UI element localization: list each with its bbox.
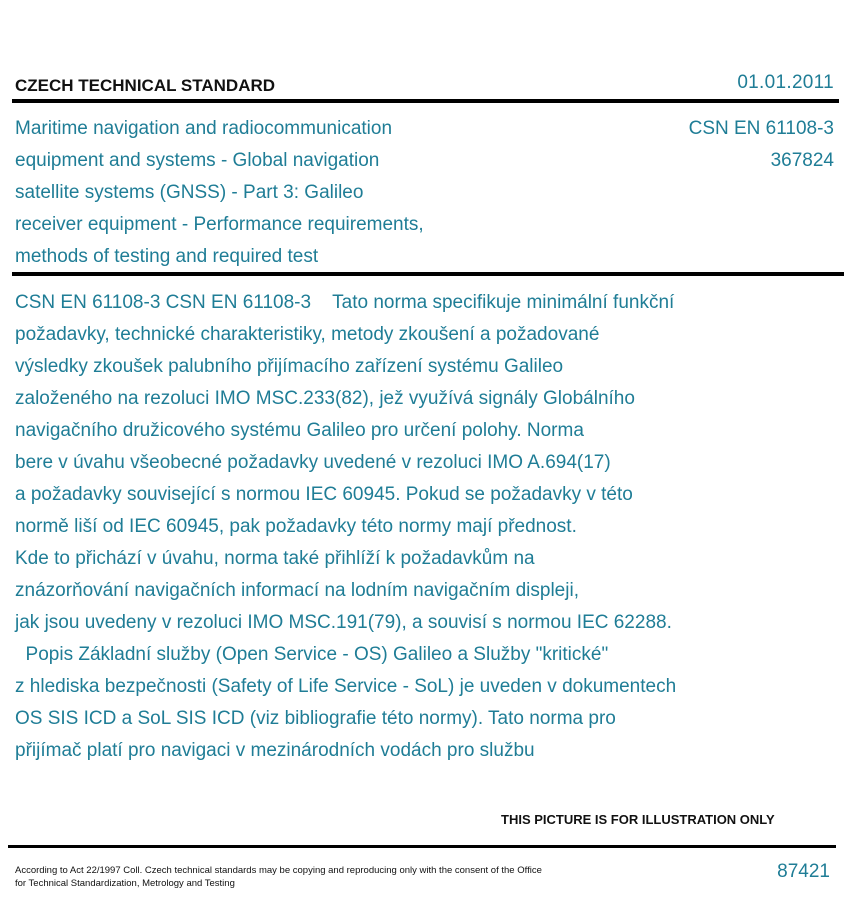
copyright-line: for Technical Standardization, Metrology and Testing (15, 878, 235, 889)
document-title (15, 113, 485, 273)
abstract-line: jak jsou uvedeny v rezoluci IMO MSC.191(79), a souvisí s normou IEC 62288. (15, 612, 672, 633)
header-divider (12, 99, 839, 103)
abstract-line: výsledky zkoušek palubního přijímacího zařízení systému Galileo (15, 356, 564, 377)
abstract-line: Kde to přichází v úvahu, norma také přihlíží k požadavkům na (15, 548, 535, 569)
abstract-line: z hlediska bezpečnosti (Safety of Life Service - SoL) je uveden v dokumentech (15, 676, 677, 697)
copyright-note (15, 864, 585, 890)
abstract-line: požadavky, technické charakteristiky, metody zkoušení a požadované (15, 324, 600, 345)
document-id: 87421 (777, 861, 830, 882)
title-line: methods of testing and required test (15, 246, 319, 267)
abstract-line: přijímač platí pro navigaci v mezinárodních vodách pro službu (15, 740, 535, 761)
title-line: equipment and systems - Global navigation (15, 150, 380, 171)
footer-divider (8, 845, 836, 848)
abstract-line: znázorňování navigačních informací na lodním navigačním displeji, (15, 580, 579, 601)
catalog-number: 367824 (770, 150, 834, 171)
publication-date: 01.01.2011 (737, 72, 834, 93)
abstract-line: CSN EN 61108-3 CSN EN 61108-3 Tato norma specifikuje minimální funkční (15, 292, 675, 313)
document-codes (689, 113, 834, 177)
abstract-line: bere v úvahu všeobecné požadavky uvedené v rezoluci IMO A.694(17) (15, 452, 611, 473)
title-line: receiver equipment - Performance requirements, (15, 214, 424, 235)
abstract-line: a požadavky související s normou IEC 60945. Pokud se požadavky v této (15, 484, 633, 505)
illustration-notice: THIS PICTURE IS FOR ILLUSTRATION ONLY (501, 812, 775, 827)
abstract-line: OS SIS ICD a SoL SIS ICD (viz bibliografie této normy). Tato norma pro (15, 708, 616, 729)
title-divider (12, 272, 844, 276)
title-line: Maritime navigation and radiocommunication (15, 118, 393, 139)
standard-code: CSN EN 61108-3 (688, 118, 834, 139)
title-line: satellite systems (GNSS) - Part 3: Galileo (15, 182, 364, 203)
abstract-line: normě liší od IEC 60945, pak požadavky této normy mají přednost. (15, 516, 577, 537)
abstract-line: navigačního družicového systému Galileo pro určení polohy. Norma (15, 420, 584, 441)
abstract-line: Popis Základní služby (Open Service - OS) Galileo a Služby "kritické" (15, 644, 609, 665)
abstract-line: založeného na rezoluci IMO MSC.233(82), jež využívá signály Globálního (15, 388, 635, 409)
copyright-line: According to Act 22/1997 Coll. Czech technical standards may be copying and reproducing only with the consent of the Office (15, 865, 542, 876)
standard-type-label: CZECH TECHNICAL STANDARD (15, 76, 276, 95)
abstract-text (15, 287, 805, 767)
